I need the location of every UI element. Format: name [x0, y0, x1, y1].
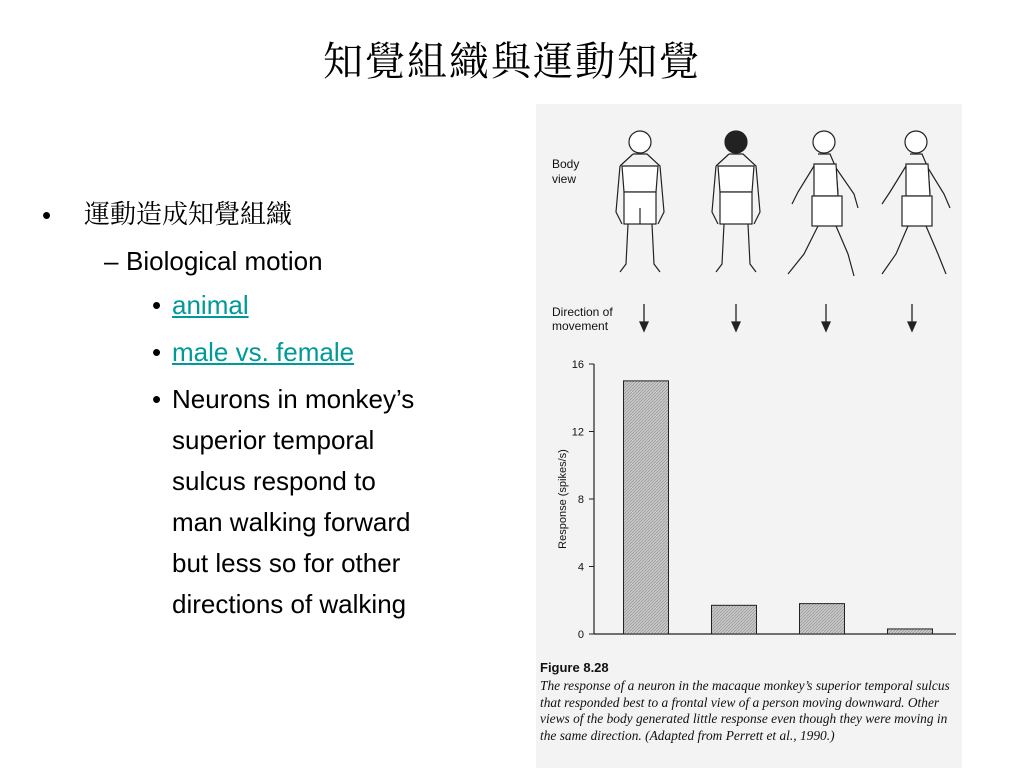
- bullet-dot-icon: •: [152, 337, 162, 367]
- dash-icon: –: [104, 246, 119, 276]
- neurons-text-line: directions of walking: [172, 589, 407, 619]
- bullet-male-female: [40, 332, 510, 373]
- y-axis-label: Response (spikes/s): [557, 449, 569, 549]
- animal-link[interactable]: animal: [172, 290, 249, 320]
- neurons-text: [172, 379, 510, 625]
- neurons-text-line: man walking forward: [172, 507, 411, 537]
- body-back-icon: [712, 131, 760, 272]
- bullet-dot-icon: •: [152, 290, 162, 320]
- figure-caption: The response of a neuron in the macaque monkey’s superior temporal sulcus that responded best to a frontal view of a person moving downward. Other views of the body generated little response even though they were moving in the same direction. (Adapted from Perrett et al., 1990.): [540, 678, 950, 743]
- bar-back-view: [712, 605, 757, 634]
- bullet-dot-icon: •: [42, 200, 52, 230]
- bullet-level2: [40, 243, 510, 279]
- direction-arrows: [640, 304, 916, 331]
- arrow-down-icon: [822, 304, 830, 331]
- body-front-icon: [616, 131, 664, 272]
- neurons-text-line: Neurons in monkey’s: [172, 384, 415, 414]
- body-right-side-icon: [788, 131, 858, 276]
- neurons-text-line: but less so for other: [172, 548, 401, 578]
- neurons-text-line: sulcus respond to: [172, 466, 376, 496]
- bullet-dot-icon: •: [152, 384, 162, 414]
- body-left-side-icon: [882, 131, 950, 274]
- male-vs-female-link[interactable]: male vs. female: [172, 337, 355, 367]
- bar-front-view: [624, 381, 669, 634]
- bullet-neurons: [40, 379, 510, 625]
- direction-label-2: movement: [552, 319, 609, 333]
- arrow-down-icon: [640, 304, 648, 331]
- body-view-label-2: view: [552, 172, 577, 186]
- bullet-animal: [40, 285, 510, 326]
- arrow-down-icon: [732, 304, 740, 331]
- figure-caption-title: Figure 8.28: [540, 660, 609, 675]
- y-tick-label: 16: [571, 359, 584, 371]
- figure-8-28: [536, 104, 962, 768]
- bullet-level1-text: 運動造成知覺組織: [84, 200, 293, 230]
- body-view-label-1: Body: [552, 157, 580, 171]
- y-tick-label: 0: [577, 629, 584, 641]
- y-tick-label: 12: [571, 426, 584, 439]
- bullet-level1: [40, 195, 510, 235]
- y-tick-label: 4: [577, 561, 584, 574]
- response-chart: [557, 359, 956, 641]
- slide-title: 知覺組織與運動知覺: [323, 39, 701, 85]
- bar-left-side-view: [888, 629, 933, 634]
- arrow-down-icon: [908, 304, 916, 331]
- figure-svg: [536, 104, 962, 660]
- bullet-list: [40, 195, 510, 625]
- bullet-level2-text: Biological motion: [126, 246, 323, 276]
- y-tick-label: 8: [577, 494, 584, 506]
- direction-label-1: Direction of: [552, 305, 613, 319]
- bar-right-side-view: [800, 604, 845, 634]
- neurons-text-line: superior temporal: [172, 425, 375, 455]
